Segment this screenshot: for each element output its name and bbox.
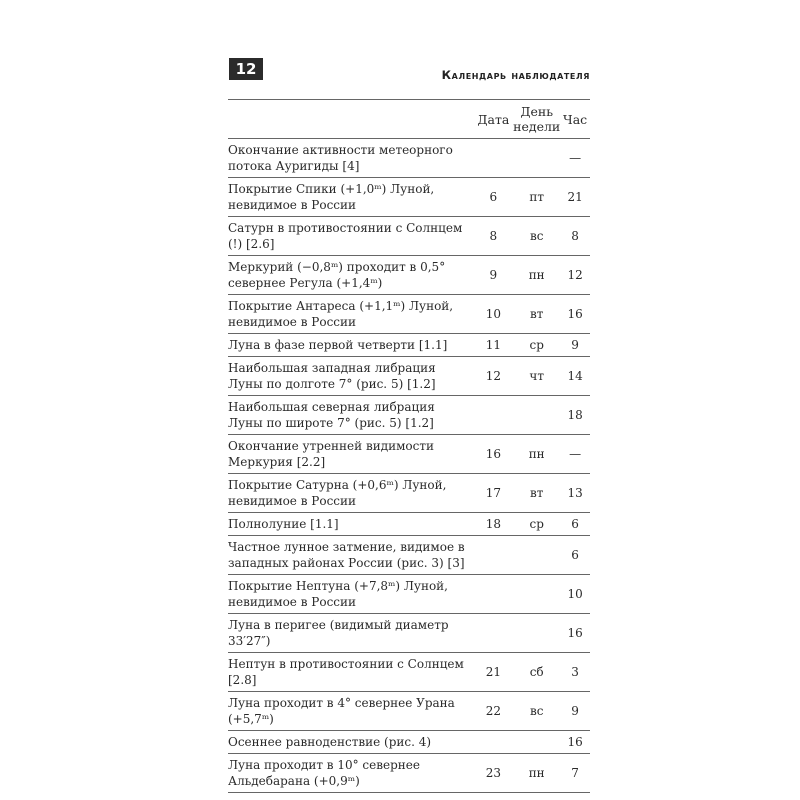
hour-cell: 16 (560, 731, 590, 754)
event-cell: Луна в перигее (видимый диаметр 33′27″) (228, 614, 474, 653)
hour-cell: 18 (560, 396, 590, 435)
header-weekday: День недели (513, 100, 560, 139)
table-row (228, 614, 590, 653)
date-cell: 10 (474, 295, 514, 334)
event-cell: Окончание активности метеорного потока Ауригиды [4] (228, 139, 474, 178)
weekday-cell: пн (513, 754, 560, 793)
table-row (228, 396, 590, 435)
table-row (228, 334, 590, 357)
table-row (228, 653, 590, 692)
table-row (228, 139, 590, 178)
hour-cell: 21 (560, 178, 590, 217)
weekday-cell: ср (513, 334, 560, 357)
event-cell: Окончание утренней видимости Меркурия [2.2] (228, 435, 474, 474)
hour-cell: 9 (560, 334, 590, 357)
date-cell: 6 (474, 178, 514, 217)
event-cell: Меркурий (−0,8ᵐ) проходит в 0,5° севернее Регула (+1,4ᵐ) (228, 256, 474, 295)
hour-cell: 9 (560, 692, 590, 731)
event-cell: Наибольшая западная либрация Луны по долготе 7° (рис. 5) [1.2] (228, 357, 474, 396)
table-row (228, 731, 590, 754)
event-cell: Осеннее равноденствие (рис. 4) (228, 731, 474, 754)
page-number: 12 (229, 58, 263, 80)
date-cell: 16 (474, 435, 514, 474)
table-row (228, 474, 590, 513)
event-cell: Луна в фазе первой четверти [1.1] (228, 334, 474, 357)
date-cell (474, 614, 514, 653)
date-cell: 18 (474, 513, 514, 536)
weekday-cell: вт (513, 295, 560, 334)
event-cell: Нептун в противостоянии с Солнцем [2.8] (228, 653, 474, 692)
table-header-row (228, 100, 590, 139)
event-cell: Полнолуние [1.1] (228, 513, 474, 536)
event-cell: Покрытие Нептуна (+7,8ᵐ) Луной, невидимое в России (228, 575, 474, 614)
hour-cell: 14 (560, 357, 590, 396)
table-row (228, 692, 590, 731)
date-cell (474, 731, 514, 754)
event-cell: Покрытие Антареса (+1,1ᵐ) Луной, невидимое в России (228, 295, 474, 334)
hour-cell: 6 (560, 513, 590, 536)
table-row (228, 256, 590, 295)
table-row (228, 435, 590, 474)
event-cell: Покрытие Спики (+1,0ᵐ) Луной, невидимое в России (228, 178, 474, 217)
weekday-cell (513, 614, 560, 653)
hour-cell: 16 (560, 295, 590, 334)
date-cell: 8 (474, 217, 514, 256)
event-cell: Наибольшая северная либрация Луны по широте 7° (рис. 5) [1.2] (228, 396, 474, 435)
event-cell: Луна проходит в 4° севернее Урана (+5,7ᵐ) (228, 692, 474, 731)
table-row (228, 295, 590, 334)
event-cell: Сатурн в противостоянии с Солнцем (!) [2.6] (228, 217, 474, 256)
table-row (228, 513, 590, 536)
date-cell (474, 396, 514, 435)
date-cell: 11 (474, 334, 514, 357)
table-row (228, 178, 590, 217)
hour-cell: 12 (560, 256, 590, 295)
table-row (228, 357, 590, 396)
weekday-cell: вс (513, 217, 560, 256)
weekday-cell: вт (513, 474, 560, 513)
weekday-cell: пн (513, 435, 560, 474)
table-row (228, 575, 590, 614)
events-table (228, 99, 590, 793)
date-cell: 21 (474, 653, 514, 692)
weekday-cell (513, 575, 560, 614)
date-cell (474, 536, 514, 575)
header-event (228, 100, 474, 139)
date-cell (474, 139, 514, 178)
table-row (228, 217, 590, 256)
date-cell: 23 (474, 754, 514, 793)
hour-cell: 3 (560, 653, 590, 692)
weekday-cell: чт (513, 357, 560, 396)
date-cell: 17 (474, 474, 514, 513)
table-row (228, 536, 590, 575)
hour-cell: — (560, 139, 590, 178)
weekday-cell: пн (513, 256, 560, 295)
weekday-cell: пт (513, 178, 560, 217)
weekday-cell: сб (513, 653, 560, 692)
event-cell: Покрытие Сатурна (+0,6ᵐ) Луной, невидимое в России (228, 474, 474, 513)
hour-cell: 10 (560, 575, 590, 614)
weekday-cell (513, 731, 560, 754)
date-cell (474, 575, 514, 614)
header-date: Дата (474, 100, 514, 139)
running-title: Календарь наблюдателя (441, 68, 590, 82)
date-cell: 22 (474, 692, 514, 731)
weekday-cell (513, 536, 560, 575)
weekday-cell (513, 139, 560, 178)
hour-cell: — (560, 435, 590, 474)
table-row (228, 754, 590, 793)
weekday-cell (513, 396, 560, 435)
header-hour: Час (560, 100, 590, 139)
date-cell: 12 (474, 357, 514, 396)
hour-cell: 7 (560, 754, 590, 793)
event-cell: Луна проходит в 10° севернее Альдебарана (+0,9ᵐ) (228, 754, 474, 793)
weekday-cell: ср (513, 513, 560, 536)
hour-cell: 6 (560, 536, 590, 575)
hour-cell: 16 (560, 614, 590, 653)
hour-cell: 8 (560, 217, 590, 256)
date-cell: 9 (474, 256, 514, 295)
hour-cell: 13 (560, 474, 590, 513)
event-cell: Частное лунное затмение, видимое в западных районах России (рис. 3) [3] (228, 536, 474, 575)
weekday-cell: вс (513, 692, 560, 731)
